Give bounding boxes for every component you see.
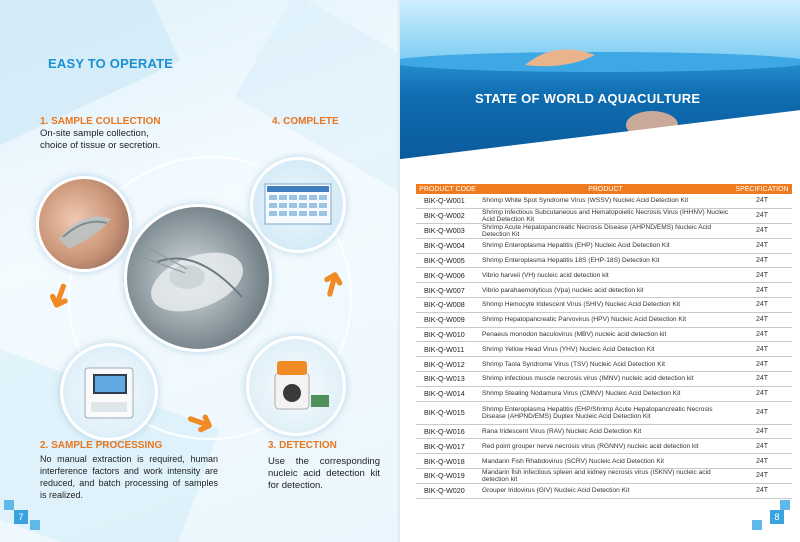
- product-spec: 24T: [732, 342, 792, 357]
- table-row: [416, 223, 792, 238]
- column-header: PRODUCT CODE: [416, 184, 479, 194]
- product-spec: 24T: [732, 357, 792, 372]
- result-screen-image: [250, 157, 346, 253]
- column-header: PRODUCT: [479, 184, 732, 194]
- product-code: BIK-Q-W003: [416, 223, 479, 238]
- banner-sky: [400, 0, 800, 60]
- arrow-right-icon: ➜: [180, 399, 221, 445]
- table-row: [416, 386, 792, 401]
- product-name: Shrimp Stealing Nodamura Virus (CMNV) Nucleic Acid Detection Kit: [479, 386, 732, 401]
- product-spec: 24T: [732, 401, 792, 424]
- column-header: SPECIFICATION: [732, 184, 792, 194]
- table-row: [416, 401, 792, 424]
- product-spec: 24T: [732, 439, 792, 454]
- corner-decor: [4, 500, 14, 510]
- product-code: BIK-Q-W004: [416, 238, 479, 253]
- table-row: [416, 327, 792, 342]
- product-spec: 24T: [732, 268, 792, 283]
- right-page: [400, 0, 800, 542]
- product-spec: 24T: [732, 223, 792, 238]
- product-spec: 24T: [732, 297, 792, 312]
- table-row: [416, 283, 792, 298]
- product-spec: 24T: [732, 312, 792, 327]
- product-spec: 24T: [732, 468, 792, 483]
- page-heading: EASY TO OPERATE: [48, 56, 174, 71]
- step-4-title: 4. COMPLETE: [272, 116, 339, 127]
- shrimp-icon: [520, 40, 600, 80]
- arrow-down-icon: ➜: [37, 276, 83, 316]
- step-3-title: 3. DETECTION: [268, 440, 337, 451]
- product-name: Shrimp infectious muscle necrosis virus (IMNV) nucleic acid detection kit: [479, 371, 732, 386]
- table-header-row: [416, 184, 792, 194]
- product-code: BIK-Q-W019: [416, 468, 479, 483]
- step-2-text: No manual extraction is required, human interference factors and work intensity are reduced, and batch processing of samples is realized.: [40, 454, 218, 500]
- step-3-text: Use the corresponding nucleic acid detection kit for detection.: [268, 456, 380, 491]
- product-code: BIK-Q-W002: [416, 208, 479, 223]
- product-code: BIK-Q-W011: [416, 342, 479, 357]
- table-row: [416, 342, 792, 357]
- product-spec: 24T: [732, 327, 792, 342]
- product-code: BIK-Q-W012: [416, 357, 479, 372]
- product-spec: 24T: [732, 253, 792, 268]
- page-title: STATE OF WORLD AQUACULTURE: [475, 91, 701, 106]
- sample-processing-machine-image: [60, 343, 158, 441]
- product-name: Shrimp Yellow Head Virus (YHV) Nucleic Acid Detection Kit: [479, 342, 732, 357]
- product-code: BIK-Q-W013: [416, 371, 479, 386]
- product-name: Rana Iridescent Virus (RAV) Nucleic Acid Detection Kit: [479, 424, 732, 439]
- product-table: [416, 184, 792, 499]
- shrimp-image: [124, 204, 272, 352]
- banner-wave: [400, 52, 800, 72]
- detection-device-image: [246, 336, 346, 436]
- product-code: BIK-Q-W017: [416, 439, 479, 454]
- product-code: BIK-Q-W008: [416, 297, 479, 312]
- product-code: BIK-Q-W010: [416, 327, 479, 342]
- page-number: 8: [770, 510, 784, 524]
- table-row: [416, 371, 792, 386]
- product-code: BIK-Q-W009: [416, 312, 479, 327]
- product-spec: 24T: [732, 371, 792, 386]
- table-row: [416, 253, 792, 268]
- arrow-up-icon: ➜: [310, 265, 355, 303]
- table-row: [416, 194, 792, 208]
- product-spec: 24T: [732, 386, 792, 401]
- corner-decor: [780, 500, 790, 510]
- product-name: Shrimp Enteroplasma Hepatitis (EHP) Nucleic Acid Detection Kit: [479, 238, 732, 253]
- product-spec: 24T: [732, 194, 792, 208]
- sample-collection-image: [36, 176, 132, 272]
- product-code: BIK-Q-W006: [416, 268, 479, 283]
- product-code: BIK-Q-W007: [416, 283, 479, 298]
- aquaculture-banner: [400, 0, 800, 175]
- product-spec: 24T: [732, 454, 792, 469]
- product-code: BIK-Q-W015: [416, 401, 479, 424]
- product-name: Vibrio parahaemolyticus (Vpa) nucleic acid detection kit: [479, 283, 732, 298]
- table-row: [416, 208, 792, 223]
- product-name: Vibrio harveii (VH) nucleic acid detection kit: [479, 268, 732, 283]
- product-code: BIK-Q-W016: [416, 424, 479, 439]
- corner-decor: [752, 520, 762, 530]
- product-name: Shrimp Enteroplasma Hepatitis (EHP/Shrimp Acute Hepatopancreatic Necrosis Disease (AHPND/EMS) Duplex Nucleic Acid Detection Kit: [479, 401, 732, 424]
- product-spec: 24T: [732, 483, 792, 498]
- product-code: BIK-Q-W018: [416, 454, 479, 469]
- table-row: [416, 268, 792, 283]
- page-number: 7: [14, 510, 28, 524]
- product-name: Grouper Iridovirus (GIV) Nucleic Acid Detection Kit: [479, 483, 732, 498]
- banner-cut: [400, 106, 800, 175]
- product-code: BIK-Q-W020: [416, 483, 479, 498]
- product-spec: 24T: [732, 283, 792, 298]
- product-name: Shrimp Enteroplasma Hepatitis 18S (EHP-18S) Detection Kit: [479, 253, 732, 268]
- product-code: BIK-Q-W001: [416, 194, 479, 208]
- product-name: Shrimp Hemocyte Iridescent Virus (SHIV) Nucleic Acid Detection Kit: [479, 297, 732, 312]
- product-name: Shrimp Taola Syndrome Virus (TSV) Nucleic Acid Detection Kit: [479, 357, 732, 372]
- product-name: Red point grouper nerve necrosis virus (RGNNV) nucleic acid detection kit: [479, 439, 732, 454]
- table-row: [416, 483, 792, 498]
- product-name: Shrimp Hepatopancreatic Parvovirus (HPV) Nucleic Acid Detection Kit: [479, 312, 732, 327]
- product-name: Shrimp Infectious Subcutaneous and Hematopoietic Necrosis Virus (IHHNV) Nucleic Acid Detection Kit: [479, 208, 732, 223]
- product-spec: 24T: [732, 424, 792, 439]
- table-row: [416, 468, 792, 483]
- table-row: [416, 439, 792, 454]
- product-spec: 24T: [732, 208, 792, 223]
- product-name: Shrimp Acute Hepatopancreatic Necrosis Disease (AHPND/EMS) Nucleic Acid Detection Kit: [479, 223, 732, 238]
- step-2-title: 2. SAMPLE PROCESSING: [40, 440, 163, 451]
- product-name: Shrimp White Spot Syndrome Virus (WSSV) Nucleic Acid Detection Kit: [479, 194, 732, 208]
- product-name: Mandarin fish infectious spleen and kidney necrosis virus (ISKNV) nucleic acid detection kit: [479, 468, 732, 483]
- step-1-text: On-site sample collection, choice of tissue or secretion.: [40, 128, 161, 151]
- step-1-title: 1. SAMPLE COLLECTION: [40, 116, 161, 127]
- table-row: [416, 297, 792, 312]
- table-row: [416, 312, 792, 327]
- product-spec: 24T: [732, 238, 792, 253]
- table-row: [416, 238, 792, 253]
- table-row: [416, 454, 792, 469]
- corner-decor: [30, 520, 40, 530]
- table-row: [416, 357, 792, 372]
- product-name: Penaeus monodon baculovirus (MBV) nucleic acid detection kit: [479, 327, 732, 342]
- product-code: BIK-Q-W005: [416, 253, 479, 268]
- table-row: [416, 424, 792, 439]
- product-name: Mandarin Fish Rhabdovirus (SCRV) Nucleic Acid Detection Kit: [479, 454, 732, 469]
- product-code: BIK-Q-W014: [416, 386, 479, 401]
